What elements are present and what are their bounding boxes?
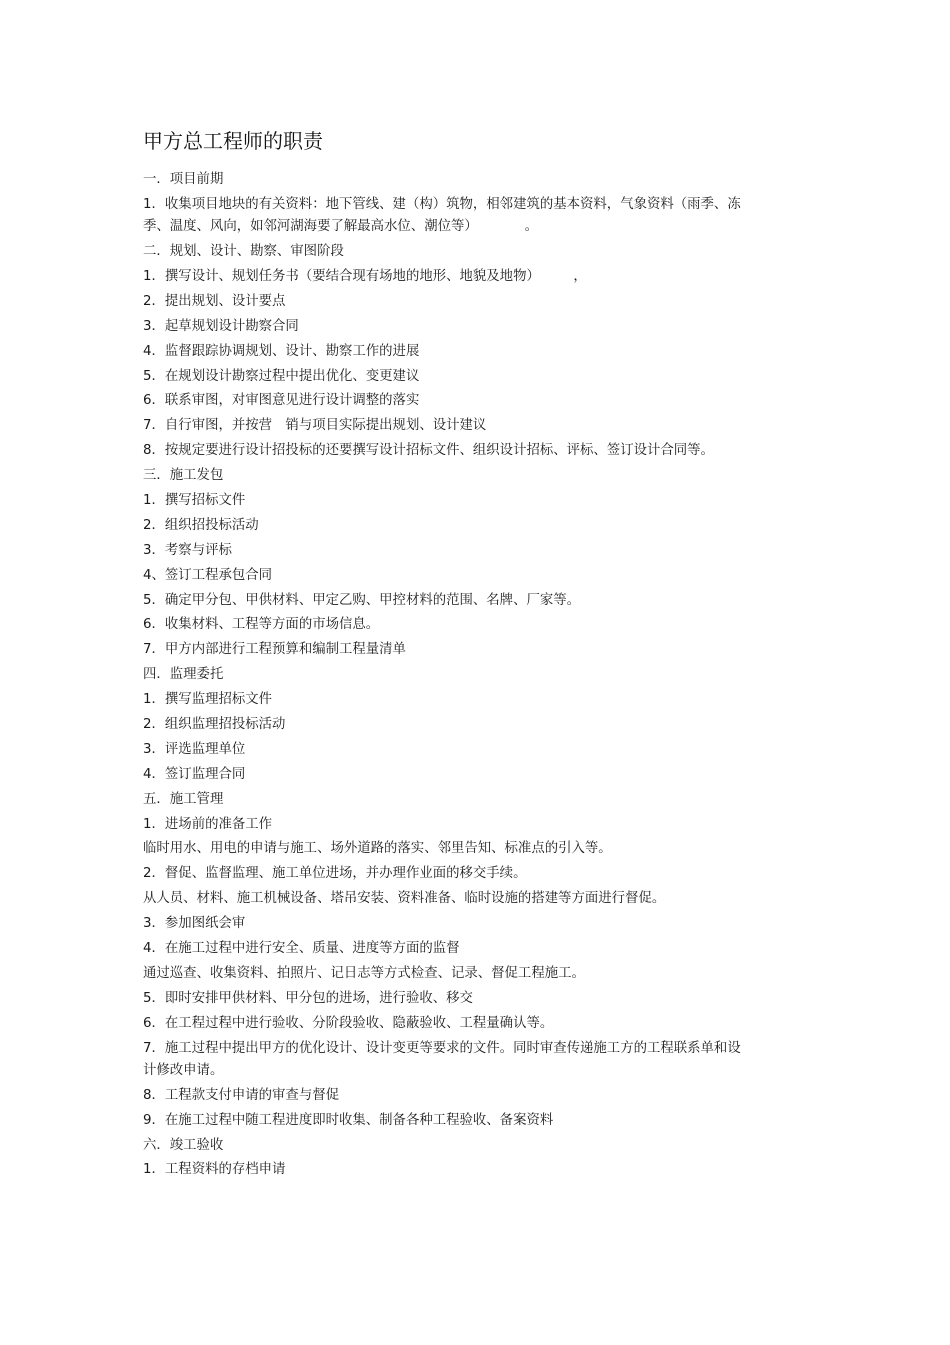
list-item: 4．签订监理合同	[143, 766, 246, 782]
list-item: 6．收集材料、工程等方面的市场信息。	[143, 617, 380, 633]
list-item: 7．施工过程中提出甲方的优化设计、设计变更等要求的文件。同时审查传递施工方的工程联系单和设计修改申请。	[143, 1040, 741, 1078]
list-item: 4．监督跟踪协调规划、设计、勘察工作的进展	[143, 343, 420, 359]
list-item: 3．起草规划设计勘察合同	[143, 318, 299, 334]
list-item: 8．工程款支付申请的审查与督促	[143, 1087, 339, 1103]
list-item: 7．甲方内部进行工程预算和编制工程量清单	[143, 642, 406, 658]
list-item: 1．撰写监理招标文件	[143, 692, 273, 708]
list-item: 5．即时安排甲供材料、甲分包的进场，进行验收、移交	[143, 990, 473, 1006]
section-heading: 三．施工发包	[143, 468, 224, 484]
list-item: 5．在规划设计勘察过程中提出优化、变更建议	[143, 368, 420, 384]
list-item: 1．工程资料的存档申请	[143, 1162, 286, 1178]
list-item: 6．联系审图，对审图意见进行设计调整的落实	[143, 393, 420, 409]
section-heading: 一．项目前期	[143, 172, 224, 187]
list-item: 1．进场前的准备工作	[143, 816, 273, 832]
paragraph: 通过巡查、收集资料、拍照片、记日志等方式检查、记录、督促工程施工。	[143, 965, 585, 981]
section-heading: 四．监理委托	[143, 667, 224, 683]
list-item: 7．自行审图，并按营 销与项目实际提出规划、设计建议	[143, 418, 487, 434]
list-item: 9．在施工过程中随工程进度即时收集、制备各种工程验收、备案资料	[143, 1112, 554, 1128]
list-item: 3．考察与评标	[143, 542, 232, 558]
list-item: 1．收集项目地块的有关资料：地下管线、建（构）筑物，相邻建筑的基本资料，气象资料（雨季、冻季、温度、风向，如邻河湖海要了解最高水位、潮位等） 。	[143, 196, 741, 235]
list-item: 1．撰写招标文件	[143, 492, 246, 508]
paragraph: 临时用水、用电的申请与施工、场外道路的落实、邻里告知、标准点的引入等。	[143, 841, 612, 857]
section-heading: 二．规划、设计、勘察、审图阶段	[143, 244, 344, 260]
list-item: 3．评选监理单位	[143, 741, 246, 757]
list-item: 1．撰写设计、规划任务书（要结合现有场地的地形、地貌及地物） ，	[143, 268, 587, 284]
section-heading: 六．竣工验收	[143, 1137, 224, 1153]
list-item: 2．组织监理招投标活动	[143, 717, 286, 732]
list-item: 6．在工程过程中进行验收、分阶段验收、隐蔽验收、工程量确认等。	[143, 1015, 554, 1031]
document-body	[143, 127, 743, 1184]
paragraph: 从人员、材料、施工机械设备、塔吊安装、资料准备、临时设施的搭建等方面进行督促。	[143, 891, 666, 907]
list-item: 2．组织招投标活动	[143, 517, 259, 533]
list-item: 4、签订工程承包合同	[143, 567, 273, 583]
list-item: 2．督促、监督监理、施工单位进场，并办理作业面的移交手续。	[143, 866, 527, 882]
list-item: 4．在施工过程中进行安全、质量、进度等方面的监督	[143, 941, 460, 957]
list-item: 8．按规定要进行设计招投标的还要撰写设计招标文件、组织设计招标、评标、签订设计合同等。	[143, 443, 714, 459]
section-heading: 五．施工管理	[143, 791, 224, 807]
page-title: 甲方总工程师的职责	[143, 129, 323, 153]
list-item: 5．确定甲分包、甲供材料、甲定乙购、甲控材料的范围、名牌、厂家等。	[143, 592, 581, 608]
list-item: 3．参加图纸会审	[143, 916, 246, 932]
list-item: 2．提出规划、设计要点	[143, 293, 286, 309]
